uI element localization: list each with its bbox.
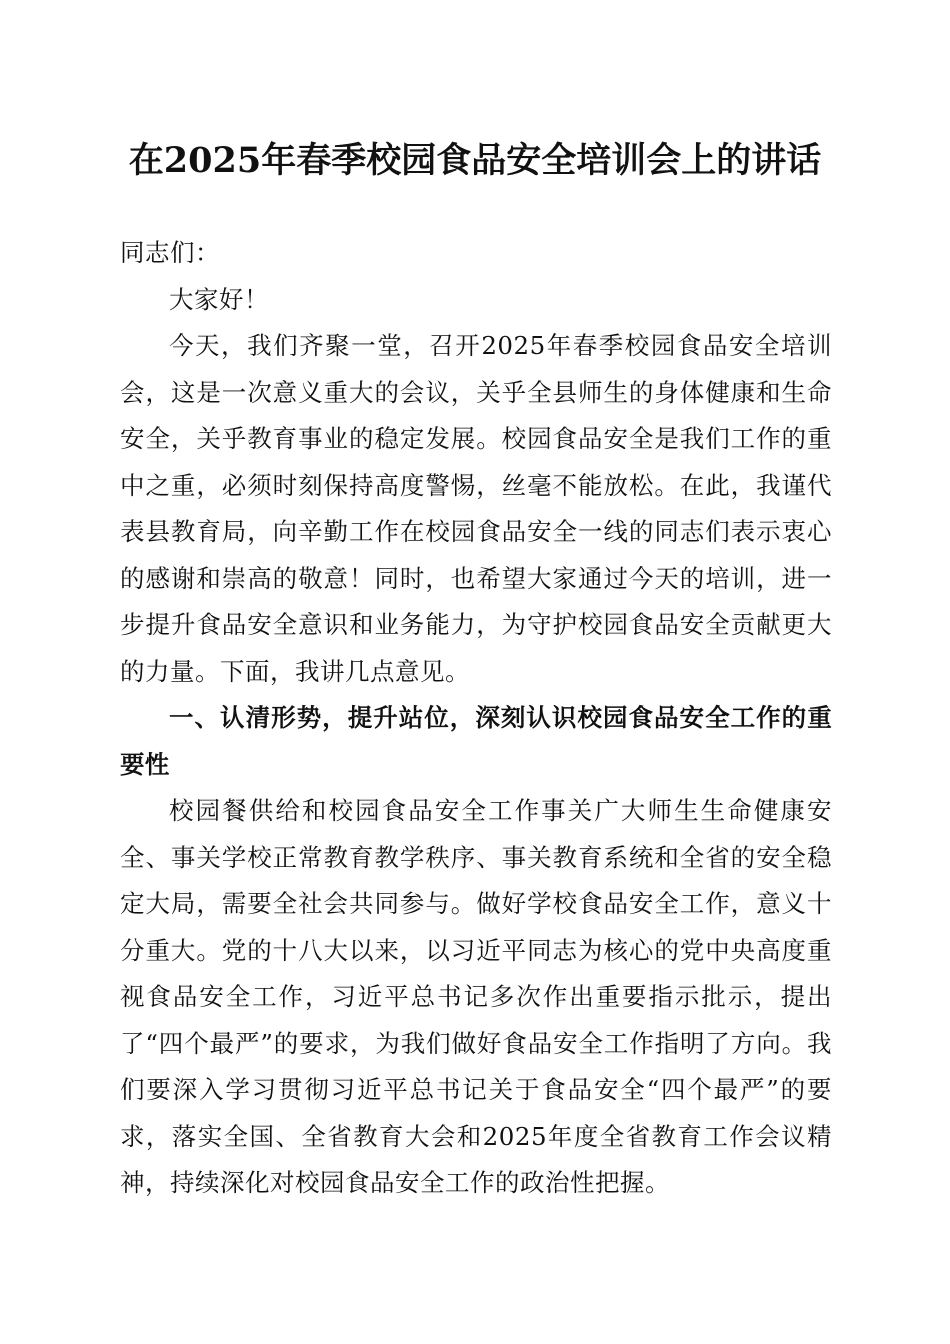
greeting: 大家好！	[169, 284, 269, 314]
section-1-heading: 一、认清形势，提升站位，深刻认识校园食品安全工作的重要性	[120, 703, 832, 779]
section-1-paragraph: 校园餐供给和校园食品安全工作事关广大师生生命健康安全、事关学校正常教育教学秩序、事关教育系统和全省的安全稳定大局，需要全社会共同参与。做好学校食品安全工作，意义十分重大。党的十八大以来，以习近平同志为核心的党中央高度重视食品安全工作，习近平总书记多次作出重要指示批示，提出了“四个最严”的要求，为我们做好食品安全工作指明了方向。我们要深入学习贯彻习近平总书记关于食品安全“四个最严”的要求，落实全国、全省教育大会和2025年度全省教育工作会议精神，持续深化对校园食品安全工作的政治性把握。	[120, 796, 832, 1197]
document-body	[120, 230, 832, 1207]
document-title: 在2025年春季校园食品安全培训会上的讲话	[128, 140, 822, 181]
salutation: 同志们：	[120, 238, 220, 267]
intro-paragraph: 今天，我们齐聚一堂，召开2025年春季校园食品安全培训会，这是一次意义重大的会议，关乎全县师生的身体健康和生命安全，关乎教育事业的稳定发展。校园食品安全是我们工作的重中之重，必须时刻保持高度警惕，丝毫不能放松。在此，我谨代表县教育局，向辛勤工作在校园食品安全一线的同志们表示衷心的感谢和崇高的敬意！同时，也希望大家通过今天的培训，进一步提升食品安全意识和业务能力，为守护校园食品安全贡献更大的力量。下面，我讲几点意见。	[120, 331, 832, 686]
